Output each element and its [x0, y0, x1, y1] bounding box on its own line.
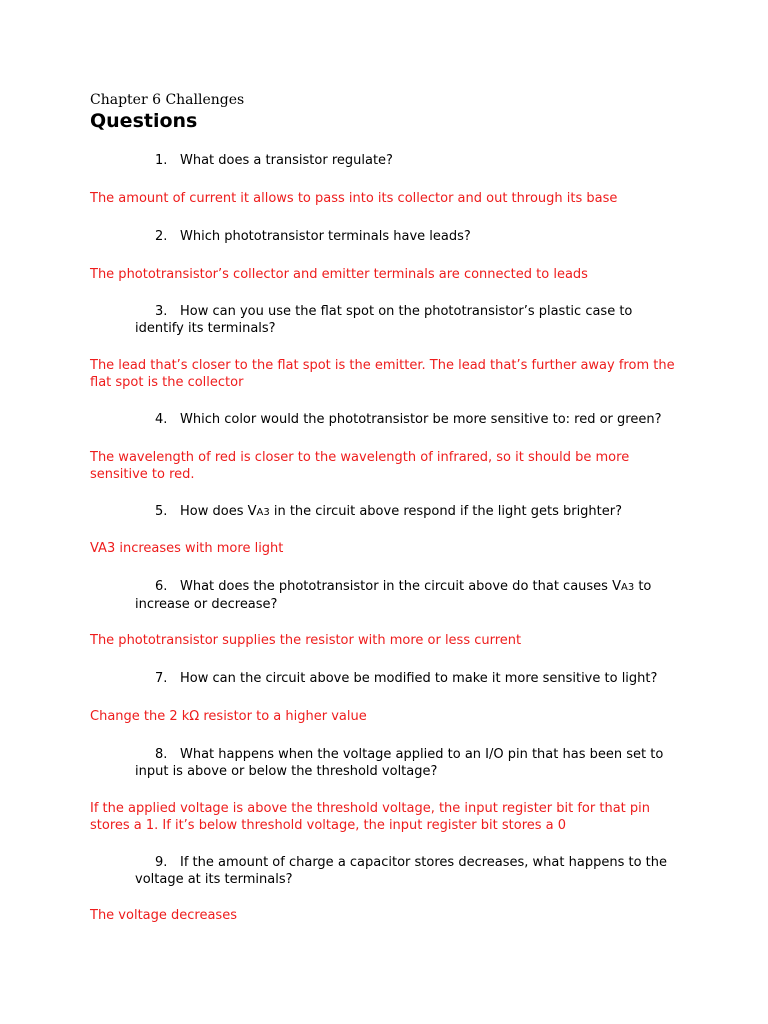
answer-5: VA3 increases with more light [90, 541, 284, 556]
question-3 [135, 304, 680, 337]
question-text: Which color would the phototransistor be more sensitive to: red or green? [180, 412, 662, 427]
question-text: How can you use the flat spot on the phototransistor’s plastic case to identify its terminals? [135, 304, 633, 336]
answer-2: The phototransistor’s collector and emitter terminals are connected to leads [90, 267, 588, 282]
question-text: How can the circuit above be modified to make it more sensitive to light? [180, 671, 658, 686]
question-text: What happens when the voltage applied to an I/O pin that has been set to input is above or below the threshold voltage? [135, 747, 664, 779]
answer-6: The phototransistor supplies the resistor with more or less current [90, 633, 522, 648]
answer-3: The lead that’s closer to the flat spot is the emitter. The lead that’s further away from the flat spot is the collector [90, 358, 675, 390]
answer-4: The wavelength of red is closer to the wavelength of infrared, so it should be more sensitive to red. [90, 450, 630, 482]
question-number: 3. [155, 304, 168, 319]
question-number: 4. [155, 412, 168, 427]
answer-7: Change the 2 kΩ resistor to a higher value [90, 709, 367, 724]
question-number: 2. [155, 229, 168, 244]
question-9 [135, 855, 680, 888]
question-8 [135, 747, 680, 780]
question-number: 9. [155, 855, 168, 870]
question-number: 7. [155, 671, 168, 686]
question-text: Which phototransistor terminals have leads? [180, 229, 471, 244]
subscript: A3 [256, 507, 270, 518]
question-number: 6. [155, 579, 168, 594]
question-2 [135, 229, 680, 246]
question-text-start: What does the phototransistor in the circuit above do that causes V [180, 579, 621, 594]
question-text-end: to increase or decrease? [135, 579, 652, 612]
question-7 [135, 671, 680, 688]
question-5 [135, 504, 680, 522]
question-number: 1. [155, 153, 168, 168]
question-text: If the amount of charge a capacitor stores decreases, what happens to the voltage at its terminals? [135, 855, 667, 887]
answer-9: The voltage decreases [90, 908, 237, 923]
subscript: A3 [620, 582, 635, 593]
answer-1: The amount of current it allows to pass into its collector and out through its base [90, 191, 618, 206]
answer-8: If the applied voltage is above the threshold voltage, the input register bit for that pin stores a 1. If it’s below threshold voltage, the input register bit stores a 0 [90, 801, 651, 833]
question-number: 5. [155, 504, 168, 519]
chapter-label: Chapter 6 Challenges [90, 92, 245, 108]
question-1 [135, 153, 680, 170]
question-text-end: in the circuit above respond if the light gets brighter? [269, 504, 623, 519]
page-title: Questions [90, 110, 198, 132]
question-4 [135, 412, 680, 429]
question-number: 8. [155, 747, 168, 762]
question-text: What does a transistor regulate? [180, 153, 393, 168]
question-6 [135, 579, 680, 613]
question-text-start: How does V [180, 504, 257, 519]
